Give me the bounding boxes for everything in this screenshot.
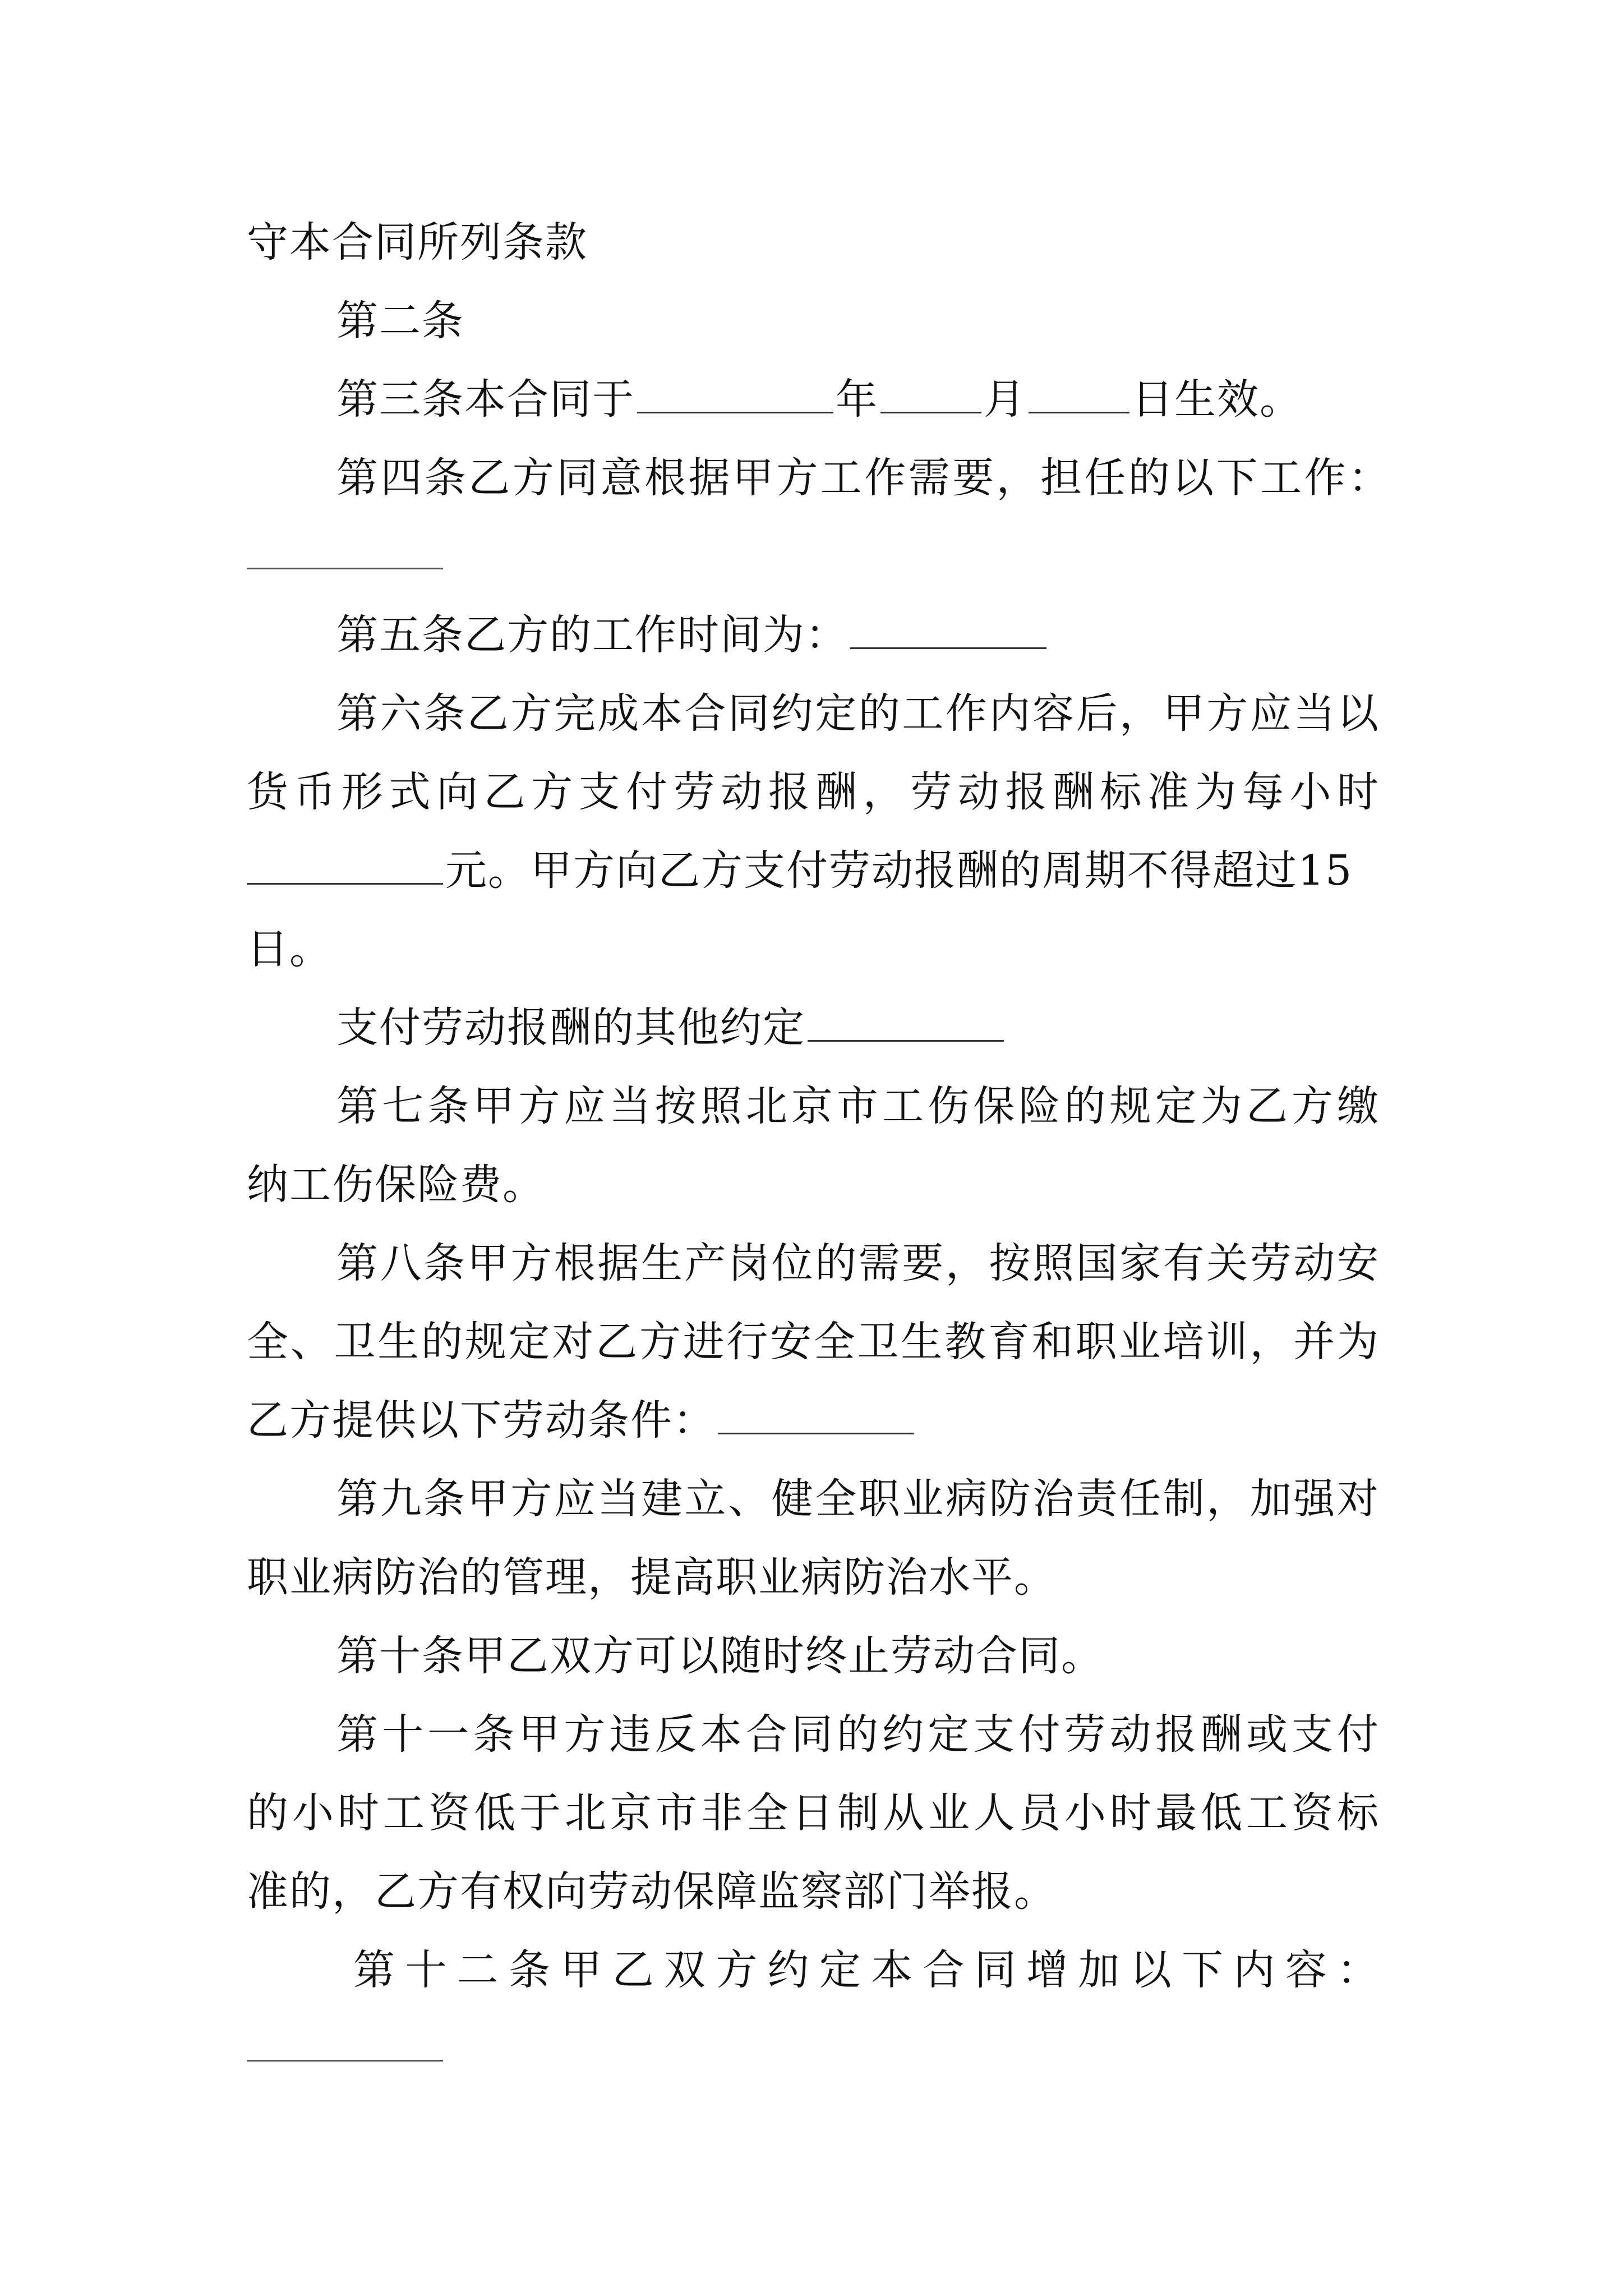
blank-other-terms[interactable]: [808, 1003, 1004, 1042]
payment-other-terms: 支付劳动报酬的其他约定: [336, 1000, 1402, 1056]
article-7-line-1: 第七条甲方应当按照北京市工伤保险的规定为乙方缴: [336, 1082, 1380, 1130]
article-3: 第三条本合同于 年 月 日生效。: [336, 375, 1302, 424]
blank-year[interactable]: [637, 375, 833, 413]
article-9-line-1: 第九条甲方应当建立、健全职业病防治责任制，加强对: [336, 1475, 1380, 1523]
article-11-line-3: 准的，乙方有权向劳动保障监察部门举报。: [247, 1867, 1057, 1916]
article-11-line-1: 第十一条甲方违反本合同的约定支付劳动报酬或支付: [336, 1710, 1380, 1759]
article-9-line-2: 职业病防治的管理，提高职业病防治水平。: [247, 1553, 1057, 1602]
article-10: 第十条甲乙双方可以随时终止劳动合同。: [336, 1632, 1104, 1680]
blank-article-12[interactable]: [247, 2060, 443, 2062]
blank-article-4[interactable]: [247, 568, 443, 569]
blank-work-time[interactable]: [850, 610, 1046, 649]
article-12: 第十二条甲乙双方约定本合同增加以下内容：: [353, 1946, 1380, 1994]
blank-hourly-rate[interactable]: [247, 846, 443, 885]
article-6-line-1: 第六条乙方完成本合同约定的工作内容后，甲方应当以: [336, 689, 1380, 738]
blank-day[interactable]: [1029, 375, 1129, 413]
article-5: 第五条乙方的工作时间为：: [336, 607, 1402, 663]
article-4: 第四条乙方同意根据甲方工作需要，担任的以下工作：: [336, 454, 1391, 502]
article-8-line-1: 第八条甲方根据生产岗位的需要，按照国家有关劳动安: [336, 1239, 1380, 1287]
article-2: 第二条: [336, 297, 464, 345]
article-8-line-2: 全、卫生的规定对乙方进行安全卫生教育和职业培训，并为: [247, 1318, 1380, 1366]
blank-labor-conditions[interactable]: [718, 1396, 914, 1434]
blank-month[interactable]: [880, 375, 981, 413]
article-6-line-3: 元。甲方向乙方支付劳动报酬的周期不得超过15: [247, 843, 1402, 899]
article-11-line-2: 的小时工资低于北京市非全日制从业人员小时最低工资标: [247, 1789, 1380, 1837]
line-continuation-terms: 守本合同所列条款: [247, 218, 588, 266]
article-6-line-2: 货币形式向乙方支付劳动报酬，劳动报酬标准为每小时: [247, 768, 1380, 816]
article-7-line-2: 纳工伤保险费。: [247, 1161, 545, 1209]
article-8-line-3: 乙方提供以下劳动条件：: [247, 1392, 1402, 1448]
article-6-line-4: 日。: [247, 925, 332, 973]
